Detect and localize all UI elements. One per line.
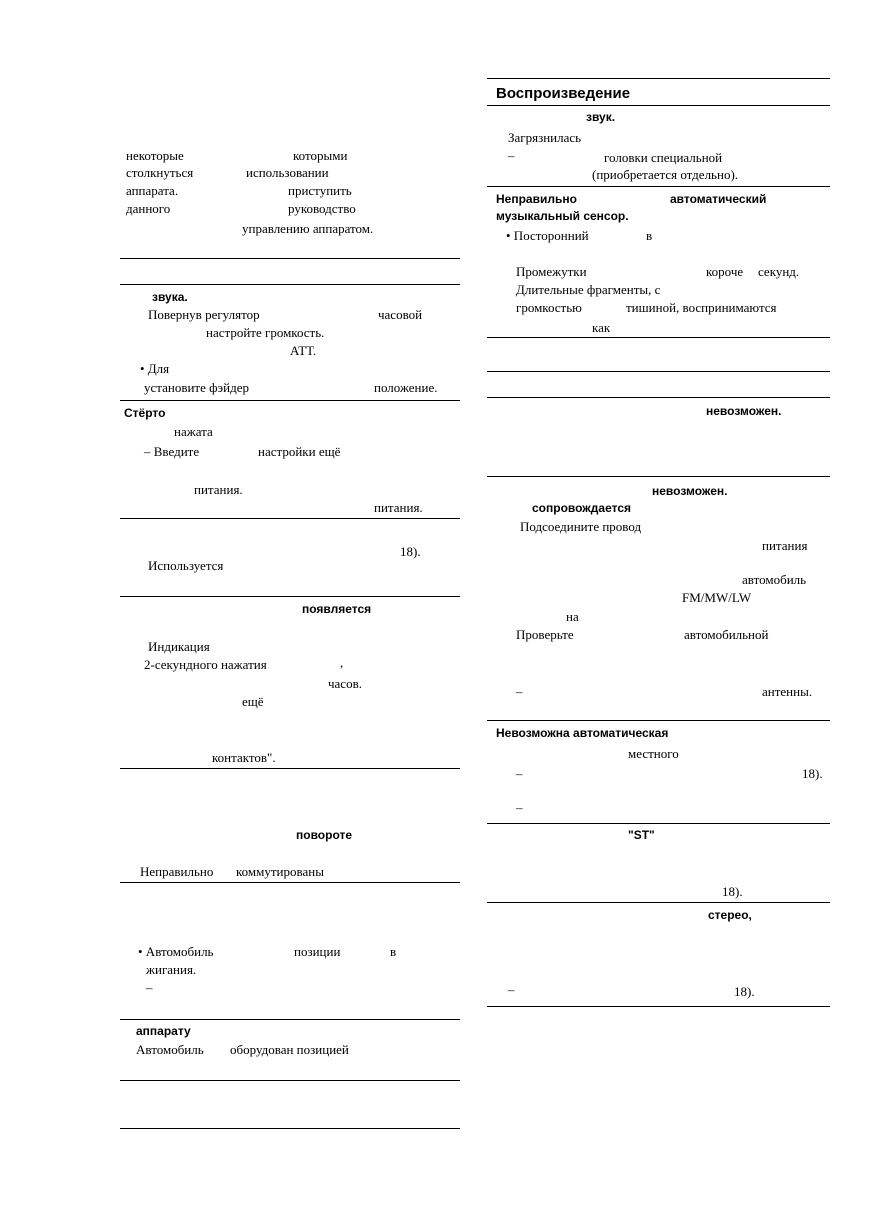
divider [487, 78, 830, 79]
intro-text: аппарата. [126, 183, 179, 198]
body-text: Автомобиль [136, 1042, 204, 1057]
body-text: в [646, 228, 653, 243]
body-text: АТТ. [290, 343, 317, 358]
divider [487, 902, 830, 903]
section-heading: автоматический [670, 192, 767, 206]
section-heading: звука. [152, 290, 188, 304]
body-text: в [390, 944, 397, 959]
body-text: FM/MW/LW [682, 590, 752, 605]
body-text: головки специальной [604, 150, 723, 165]
body-text: секунд. [758, 264, 800, 279]
body-text: на [566, 609, 579, 624]
body-text: 18). [722, 884, 743, 899]
body-text: часовой [378, 307, 423, 322]
body-text: жигания. [146, 962, 197, 977]
divider [120, 768, 460, 769]
divider [487, 1006, 830, 1007]
body-text: • Для [140, 361, 170, 376]
body-text: – [146, 980, 153, 995]
divider [487, 476, 830, 477]
body-text: местного [628, 746, 679, 761]
divider [487, 397, 830, 398]
divider [487, 337, 830, 338]
divider [487, 186, 830, 187]
body-text: 2-секундного нажатия [144, 657, 267, 672]
divider [120, 1128, 460, 1129]
body-text: коммутированы [236, 864, 324, 879]
body-text: питания. [194, 482, 243, 497]
divider [487, 105, 830, 106]
intro-text: использовании [246, 165, 329, 180]
body-text: Длительные фрагменты, с [516, 282, 661, 297]
intro-text: приступить [288, 183, 352, 198]
divider [120, 518, 460, 519]
divider [120, 258, 460, 259]
page-title: Воспроизведение [496, 85, 631, 102]
section-heading: невозможен. [706, 404, 782, 418]
body-text: позиции [294, 944, 341, 959]
body-text: питания. [374, 500, 423, 515]
section-heading: сопровождается [532, 501, 632, 515]
body-text: оборудован позицией [230, 1042, 349, 1057]
divider [487, 823, 830, 824]
body-text: – [508, 148, 515, 163]
divider [120, 400, 460, 401]
body-text: Используется [148, 558, 224, 573]
section-heading: "ST" [628, 828, 655, 842]
section-heading: стерео, [708, 908, 752, 922]
body-text: – Введите [144, 444, 200, 459]
body-text: нажата [174, 424, 213, 439]
body-text: • Автомобиль [138, 944, 214, 959]
section-heading: Стёрто [124, 406, 166, 420]
divider [120, 882, 460, 883]
body-text: установите фэйдер [144, 380, 249, 395]
intro-text: руководство [288, 201, 356, 216]
body-text: как [592, 320, 611, 335]
section-heading: Неправильно [496, 192, 577, 206]
divider [487, 720, 830, 721]
body-text: Загрязнилась [508, 130, 582, 145]
section-heading: появляется [302, 602, 372, 616]
body-text: Промежутки [516, 264, 587, 279]
body-text: антенны. [762, 684, 813, 699]
body-text: питания [762, 538, 808, 553]
body-text: – [508, 982, 515, 997]
divider [120, 284, 460, 285]
body-text: ещё [242, 694, 264, 709]
section-heading: невозможен. [652, 484, 728, 498]
body-text: (приобретается отдельно). [592, 167, 739, 182]
intro-text: которыми [293, 148, 348, 163]
section-heading: музыкальный сенсор. [496, 209, 629, 223]
divider [120, 596, 460, 597]
body-text: 18). [802, 766, 823, 781]
intro-text: столкнуться [126, 165, 194, 180]
body-text: Повернув регулятор [148, 307, 260, 322]
body-text: Индикация [148, 639, 210, 654]
body-text: Подсоедините провод [520, 519, 642, 534]
divider [487, 371, 830, 372]
section-heading: аппарату [136, 1024, 191, 1038]
body-text: короче [706, 264, 744, 279]
section-heading: Невозможна автоматическая [496, 726, 669, 740]
body-text: контактов". [212, 750, 276, 765]
intro-text: управлению аппаратом. [242, 221, 374, 236]
section-heading: звук. [586, 110, 616, 124]
body-text: , [340, 655, 344, 670]
body-text: часов. [328, 676, 362, 691]
body-text: громкостью [516, 300, 582, 315]
body-text: тишиной, воспринимаются [626, 300, 777, 315]
body-text: • Посторонний [506, 228, 589, 243]
body-text: – [516, 684, 523, 699]
body-text: Неправильно [140, 864, 214, 879]
body-text: 18). [400, 544, 421, 559]
body-text: автомобильной [684, 627, 769, 642]
body-text: – [516, 766, 523, 781]
intro-text: некоторые [126, 148, 184, 163]
section-heading: повороте [296, 828, 353, 842]
intro-text: данного [126, 201, 171, 216]
body-text: настройте громкость. [206, 325, 325, 340]
body-text: положение. [374, 380, 438, 395]
body-text: автомобиль [742, 572, 807, 587]
body-text: Проверьте [516, 627, 574, 642]
divider [120, 1019, 460, 1020]
body-text: – [516, 800, 523, 815]
body-text: настройки ещё [258, 444, 341, 459]
divider [120, 1080, 460, 1081]
body-text: 18). [734, 984, 755, 999]
